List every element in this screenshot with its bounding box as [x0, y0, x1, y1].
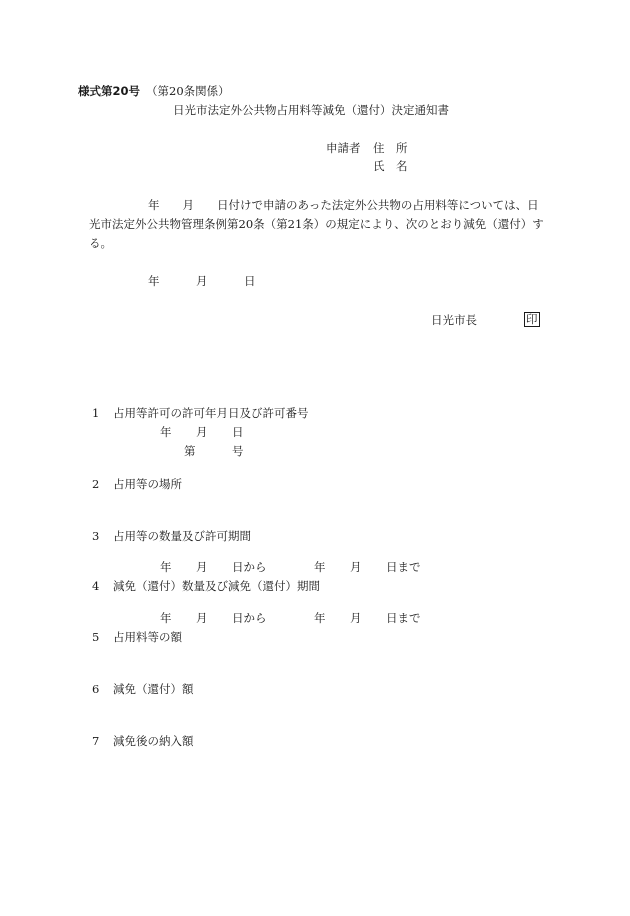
- form-number: 様式第20号: [78, 84, 141, 98]
- item-4-month-from: 月: [196, 611, 208, 625]
- applicant-label: 申請者: [326, 141, 361, 155]
- item-4-day-to: 日まで: [386, 611, 421, 625]
- item-4-year-to: 年: [314, 611, 326, 625]
- item-4-month-to: 月: [350, 611, 362, 625]
- document-title: 日光市法定外公共物占用料等減免（還付）決定通知書: [173, 103, 449, 117]
- item-6-number: 6: [92, 682, 100, 696]
- item-7-label: 減免後の納入額: [113, 734, 194, 748]
- item-3-month-from: 月: [196, 560, 208, 574]
- item-1-dai: 第: [184, 444, 196, 458]
- item-4-year-from: 年: [160, 611, 172, 625]
- body-line-3: る。: [89, 236, 112, 250]
- date-year: 年: [148, 274, 160, 288]
- item-7-number: 7: [92, 734, 100, 748]
- date-month: 月: [196, 274, 208, 288]
- item-1-month: 月: [196, 425, 208, 439]
- item-5-number: 5: [92, 630, 100, 644]
- mayor-title: 日光市長: [431, 313, 477, 327]
- item-1-label: 占用等許可の許可年月日及び許可番号: [113, 406, 309, 420]
- item-4-day-from: 日から: [232, 611, 267, 625]
- item-3-label: 占用等の数量及び許可期間: [113, 529, 251, 543]
- item-3-year-from: 年: [160, 560, 172, 574]
- date-day: 日: [244, 274, 256, 288]
- item-1-number: 1: [92, 406, 100, 420]
- applicant-address-label: 住 所: [373, 141, 408, 155]
- item-1-day: 日: [232, 425, 244, 439]
- body-line-2: 光市法定外公共物管理条例第20条（第21条）の規定により、次のとおり減免（還付）す: [89, 217, 544, 231]
- seal-stamp: 印: [526, 312, 538, 326]
- item-3-number: 3: [92, 529, 100, 543]
- item-1-year: 年: [160, 425, 172, 439]
- item-2-number: 2: [92, 477, 100, 491]
- body-line-1: 年 月 日付けで申請のあった法定外公共物の占用料等については、日: [148, 198, 539, 212]
- item-4-label: 減免（還付）数量及び減免（還付）期間: [113, 579, 320, 593]
- item-6-label: 減免（還付）額: [113, 682, 194, 696]
- item-1-go: 号: [232, 444, 244, 458]
- item-5-label: 占用料等の額: [113, 630, 182, 644]
- item-4-number: 4: [92, 579, 100, 593]
- item-3-day-from: 日から: [232, 560, 267, 574]
- applicant-name-label: 氏 名: [373, 159, 408, 173]
- item-3-year-to: 年: [314, 560, 326, 574]
- item-3-day-to: 日まで: [386, 560, 421, 574]
- item-2-label: 占用等の場所: [113, 477, 182, 491]
- item-3-month-to: 月: [350, 560, 362, 574]
- related-article: （第20条関係）: [146, 84, 230, 98]
